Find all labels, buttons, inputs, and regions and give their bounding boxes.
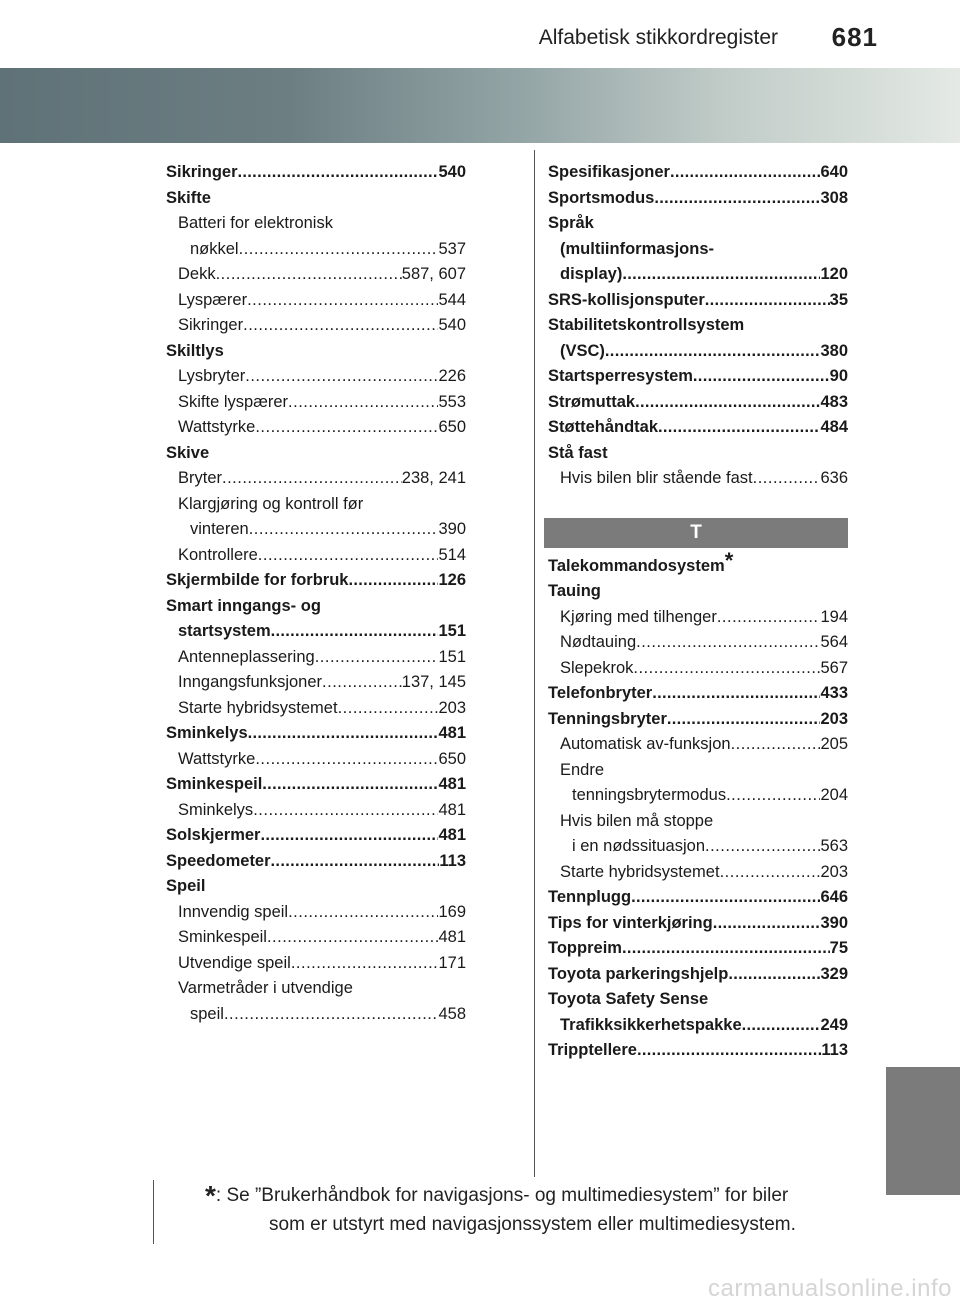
- dot-leader: [717, 605, 821, 631]
- index-entry: [548, 364, 848, 390]
- page-reference: 563: [820, 837, 848, 855]
- index-term: Kjøring med tilhenger: [560, 607, 717, 626]
- index-term: Strømuttak: [548, 392, 636, 411]
- index-entry: [166, 1002, 466, 1028]
- index-entry: [166, 492, 466, 518]
- page-reference: 35: [829, 290, 848, 309]
- index-entry: [548, 262, 848, 288]
- dot-leader: [247, 288, 438, 314]
- dot-leader: [713, 911, 821, 937]
- index-term: Slepekrok: [560, 658, 634, 677]
- index-term: Skiltlys: [166, 341, 224, 360]
- index-entry: [166, 772, 466, 798]
- dot-leader: [248, 721, 439, 747]
- index-term: Sportsmodus: [548, 188, 655, 207]
- dot-leader: [693, 364, 830, 390]
- index-entry: [548, 579, 848, 605]
- index-entry: [166, 645, 466, 671]
- dot-leader: [271, 849, 440, 875]
- index-entry: [166, 568, 466, 594]
- index-entry: [548, 885, 848, 911]
- page-reference: 390: [820, 913, 848, 932]
- page-reference: 540: [438, 316, 466, 334]
- dot-leader: [338, 696, 439, 722]
- index-term: Språk: [548, 214, 594, 232]
- index-term: Toppreim: [548, 939, 622, 957]
- index-term: Smart inngangs- og: [166, 596, 321, 615]
- index-term: Skifte lyspærer: [178, 392, 289, 411]
- page-reference: 567: [820, 658, 848, 677]
- dot-leader: [631, 885, 820, 911]
- index-entry: [548, 1038, 848, 1064]
- dot-leader: [654, 186, 820, 212]
- page-reference: 481: [438, 800, 466, 819]
- page-reference: 113: [439, 851, 466, 870]
- index-entry: [166, 262, 466, 288]
- dot-leader: [253, 798, 438, 824]
- dot-leader: [260, 823, 438, 849]
- index-entry: [548, 160, 848, 186]
- page-reference: 203: [438, 698, 466, 717]
- column-divider: [534, 150, 535, 1177]
- footnote: [205, 1177, 850, 1239]
- index-entry: [548, 466, 848, 492]
- index-entry: [166, 747, 466, 773]
- index-term: nøkkel: [190, 239, 239, 258]
- index-entry: [166, 160, 466, 186]
- index-term: Sminkelys: [178, 800, 254, 819]
- page-reference: 380: [820, 341, 848, 360]
- page-reference: 203: [820, 709, 848, 728]
- index-term: Dekk: [178, 265, 216, 283]
- index-entry: [548, 415, 848, 441]
- page-reference: 126: [438, 571, 466, 589]
- page-reference: 540: [438, 163, 466, 181]
- index-entry: [166, 339, 466, 365]
- page-reference: 636: [820, 469, 848, 487]
- index-entry: [166, 696, 466, 722]
- index-term: Bryter: [178, 469, 223, 487]
- page-reference: 514: [438, 545, 466, 564]
- index-term: Batteri for elektronisk: [178, 214, 333, 232]
- page-reference: 458: [438, 1004, 466, 1023]
- index-term: Solskjermer: [166, 826, 261, 844]
- index-term: Støttehåndtak: [548, 418, 659, 436]
- footnote-marker: *: [724, 547, 734, 573]
- dot-leader: [726, 783, 820, 809]
- footnote-line-2: som er utstyrt med navigasjonssystem eller multimediesystem.: [269, 1214, 796, 1235]
- page-reference: 650: [438, 749, 466, 768]
- page-reference: 484: [820, 418, 848, 436]
- dot-leader: [670, 160, 820, 186]
- footnote-line-1: [205, 1177, 850, 1210]
- index-entry: [166, 543, 466, 569]
- index-term: Speil: [166, 877, 206, 895]
- index-term: Tennplugg: [548, 888, 632, 906]
- index-term: Kontrollere: [178, 545, 258, 564]
- page-reference: 75: [829, 939, 848, 957]
- dot-leader: [258, 543, 439, 569]
- page-reference: 249: [820, 1015, 848, 1034]
- index-term: speil: [190, 1004, 224, 1023]
- index-entry: [166, 466, 466, 492]
- dot-leader: [255, 747, 438, 773]
- index-term: Stabilitetskontrollsystem: [548, 316, 745, 334]
- index-term: Tauing: [548, 582, 601, 600]
- index-entry: [166, 237, 466, 263]
- dot-leader: [249, 517, 439, 543]
- index-term: Talekommandosystem: [548, 556, 725, 575]
- index-column-left: [166, 160, 466, 1027]
- dot-leader: [288, 390, 438, 416]
- page-reference: 481: [438, 826, 466, 844]
- page-reference: 171: [438, 953, 466, 972]
- footnote-rule: [153, 1180, 154, 1244]
- dot-leader: [605, 339, 821, 365]
- index-group-t: [548, 547, 848, 1064]
- index-term: Endre: [560, 760, 605, 779]
- index-term: Tips for vinterkjøring: [548, 913, 713, 932]
- dot-leader: [224, 1002, 439, 1028]
- dot-leader: [753, 466, 821, 492]
- page-reference: 481: [438, 775, 466, 793]
- index-entry: [166, 517, 466, 543]
- index-term: Wattstyrke: [178, 418, 256, 436]
- chapter-side-tab: [886, 1067, 960, 1195]
- page-reference: 120: [820, 265, 848, 283]
- index-term: Starte hybridsystemet: [560, 862, 720, 881]
- index-entry: [548, 809, 848, 835]
- page-header: [0, 22, 960, 58]
- watermark: carmanualsonline.info: [708, 1275, 952, 1302]
- index-entry: [548, 962, 848, 988]
- page-reference: 433: [820, 684, 848, 702]
- dot-leader: [728, 962, 820, 988]
- dot-leader: [267, 925, 439, 951]
- index-term: Stå fast: [548, 443, 608, 462]
- dot-leader: [622, 262, 820, 288]
- page-number: 681: [831, 22, 878, 52]
- page-reference: 203: [820, 862, 848, 881]
- page-reference: 226: [438, 367, 466, 385]
- index-term: Sikringer: [178, 316, 244, 334]
- index-entry: [166, 619, 466, 645]
- index-entry: [166, 670, 466, 696]
- page-reference: 169: [438, 902, 466, 921]
- dot-leader: [239, 237, 439, 263]
- index-term: display): [560, 265, 623, 283]
- index-term: startsystem: [178, 622, 271, 640]
- index-term: Skive: [166, 443, 210, 462]
- index-entry: [166, 849, 466, 875]
- letter-band-t: T: [544, 518, 848, 548]
- dot-leader: [243, 313, 438, 339]
- index-entry: [548, 288, 848, 314]
- footnote-text-1: : Se ”Brukerhåndbok for navigasjons- og multimediesystem” for biler: [215, 1185, 789, 1206]
- index-entry: [166, 976, 466, 1002]
- index-entry: [548, 339, 848, 365]
- index-term: Startsperresystem: [548, 367, 693, 385]
- page-reference: 90: [829, 367, 848, 385]
- index-term: Hvis bilen blir stående fast: [560, 469, 753, 487]
- page-reference: 481: [438, 724, 466, 742]
- header-band: [0, 68, 960, 143]
- index-entry: [548, 911, 848, 937]
- index-entry: [166, 390, 466, 416]
- index-term: Speedometer: [166, 851, 271, 870]
- index-term: vinteren: [190, 520, 249, 538]
- index-entry: [548, 732, 848, 758]
- page-reference: 587, 607: [401, 265, 466, 283]
- index-entry: [166, 721, 466, 747]
- section-title: Alfabetisk stikkordregister: [538, 26, 778, 49]
- index-entry: [548, 547, 848, 580]
- index-entry: [548, 237, 848, 263]
- dot-leader: [731, 732, 821, 758]
- index-term: Automatisk av-funksjon: [560, 735, 731, 753]
- index-term: Hvis bilen må stoppe: [560, 811, 714, 830]
- index-entry: [166, 415, 466, 441]
- page-reference: 483: [820, 392, 848, 411]
- index-term: Inngangsfunksjoner: [178, 673, 323, 691]
- index-term: Innvendig speil: [178, 902, 289, 921]
- index-entry: [166, 594, 466, 620]
- page-reference: 544: [438, 290, 466, 309]
- index-term: Toyota parkeringshjelp: [548, 964, 729, 983]
- index-group-s: [548, 160, 848, 492]
- index-entry: [548, 681, 848, 707]
- index-term: Sminkespeil: [178, 928, 267, 946]
- index-term: (VSC): [560, 341, 605, 360]
- index-entry: [548, 1013, 848, 1039]
- dot-leader: [245, 364, 438, 390]
- dot-leader: [222, 466, 402, 492]
- index-term: Tripptellere: [548, 1041, 637, 1059]
- index-entry: [166, 364, 466, 390]
- page-reference: 390: [438, 520, 466, 538]
- index-term: Klargjøring og kontroll før: [178, 494, 364, 513]
- index-entry: [166, 186, 466, 212]
- dot-leader: [622, 936, 830, 962]
- dot-leader: [636, 630, 820, 656]
- index-entry: [548, 211, 848, 237]
- page-reference: 650: [438, 418, 466, 436]
- index-column-right: [548, 160, 848, 1064]
- index-term: Toyota Safety Sense: [548, 990, 709, 1008]
- index-entry: [548, 987, 848, 1013]
- page-reference: 640: [820, 163, 848, 181]
- dot-leader: [705, 288, 830, 314]
- index-term: (multiinformasjons-: [560, 239, 715, 258]
- index-term: Wattstyrke: [178, 749, 256, 768]
- dot-leader: [288, 900, 438, 926]
- page-reference: 646: [820, 888, 848, 906]
- page-reference: 137, 145: [401, 673, 466, 691]
- index-entry: [166, 900, 466, 926]
- index-entry: [548, 834, 848, 860]
- index-entry: [548, 390, 848, 416]
- index-term: tenningsbrytermodus: [572, 786, 727, 804]
- index-entry: [548, 441, 848, 467]
- index-entry: [548, 936, 848, 962]
- index-term: Trafikksikkerhetspakke: [560, 1015, 742, 1034]
- dot-leader: [635, 390, 820, 416]
- dot-leader: [652, 681, 820, 707]
- dot-leader: [705, 834, 820, 860]
- page-reference: 205: [820, 735, 848, 753]
- index-entry: [166, 823, 466, 849]
- index-entry: [548, 630, 848, 656]
- index-term: i en nødssituasjon: [572, 837, 705, 855]
- dot-leader: [720, 860, 821, 886]
- dot-leader: [271, 619, 439, 645]
- index-term: Spesifikasjoner: [548, 163, 670, 181]
- page-reference: 553: [438, 392, 466, 411]
- dot-leader: [348, 568, 438, 594]
- index-entry: [166, 925, 466, 951]
- index-entry: [166, 288, 466, 314]
- page-reference: 151: [438, 622, 466, 640]
- page-reference: 238, 241: [401, 469, 466, 487]
- page-reference: 481: [438, 928, 466, 946]
- index-term: Skifte: [166, 188, 211, 207]
- page-reference: 308: [820, 188, 848, 207]
- page-reference: 151: [438, 647, 466, 666]
- dot-leader: [291, 951, 439, 977]
- index-term: SRS-kollisjonsputer: [548, 290, 705, 309]
- dot-leader: [637, 1038, 821, 1064]
- index-entry: [166, 211, 466, 237]
- index-term: Sminkelys: [166, 724, 248, 742]
- index-term: Tenningsbryter: [548, 709, 667, 728]
- index-entry: [166, 798, 466, 824]
- dot-leader: [315, 645, 439, 671]
- index-entry: [548, 605, 848, 631]
- index-entry: [166, 313, 466, 339]
- page-reference: 113: [821, 1041, 848, 1059]
- dot-leader: [216, 262, 402, 288]
- index-term: Lysbryter: [178, 367, 246, 385]
- page-reference: 204: [820, 786, 848, 804]
- dot-leader: [742, 1013, 821, 1039]
- dot-leader: [322, 670, 402, 696]
- index-entry: [548, 758, 848, 784]
- index-term: Skjermbilde for forbruk: [166, 571, 349, 589]
- index-term: Lyspærer: [178, 290, 248, 309]
- index-entry: [548, 186, 848, 212]
- index-term: Telefonbryter: [548, 684, 653, 702]
- index-entry: [166, 441, 466, 467]
- index-entry: [166, 951, 466, 977]
- dot-leader: [658, 415, 820, 441]
- index-term: Nødtauing: [560, 633, 637, 651]
- index-term: Sminkespeil: [166, 775, 263, 793]
- footnote-star: *: [205, 1180, 216, 1211]
- dot-leader: [633, 656, 820, 682]
- dot-leader: [262, 772, 438, 798]
- dot-leader: [238, 160, 439, 186]
- index-entry: [548, 860, 848, 886]
- dot-leader: [255, 415, 438, 441]
- page-reference: 329: [820, 964, 848, 983]
- page-reference: 564: [820, 633, 848, 651]
- page-reference: 537: [438, 239, 466, 258]
- dot-leader: [667, 707, 821, 733]
- index-entry: [548, 707, 848, 733]
- index-term: Sikringer: [166, 163, 238, 181]
- page-reference: 194: [820, 607, 848, 626]
- index-term: Antenneplassering: [178, 647, 315, 666]
- index-entry: [548, 656, 848, 682]
- index-entry: [166, 874, 466, 900]
- index-term: Starte hybridsystemet: [178, 698, 338, 717]
- index-term: Utvendige speil: [178, 953, 291, 972]
- index-entry: [548, 783, 848, 809]
- index-term: Varmetråder i utvendige: [178, 979, 353, 997]
- index-entry: [548, 313, 848, 339]
